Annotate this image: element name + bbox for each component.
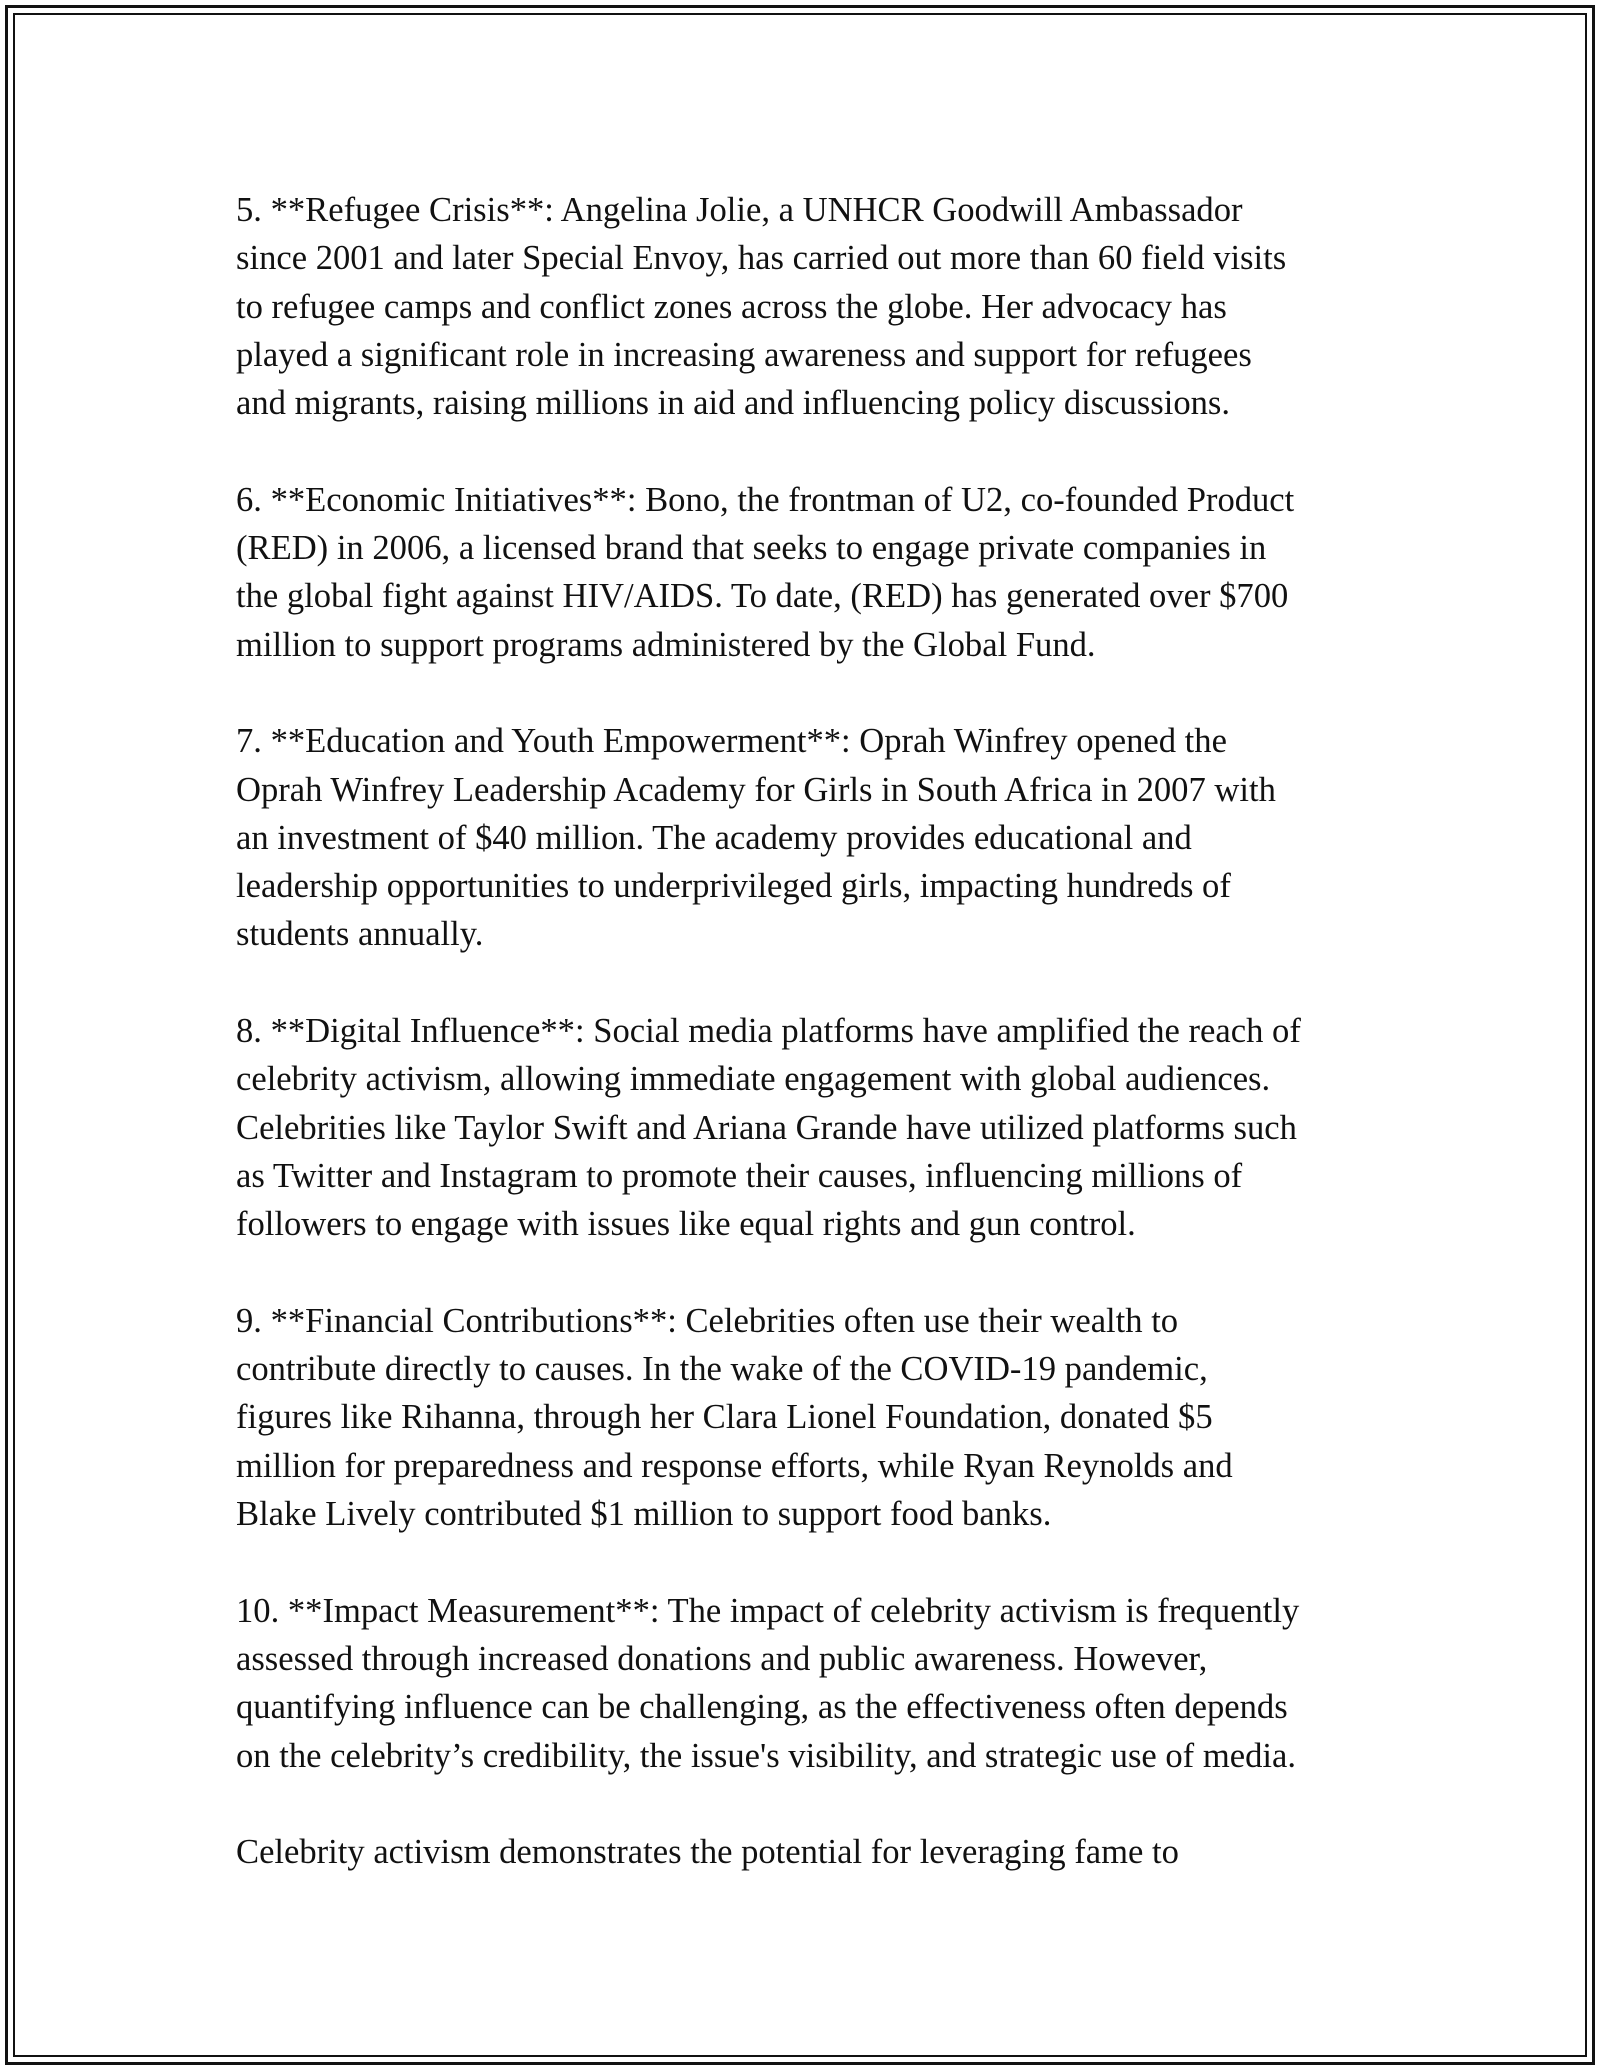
paragraph-economic-initiatives: 6. **Economic Initiatives**: Bono, the frontman of U2, co-founded Product (RED) in 2006, a licensed brand that seeks to engage private companies in the global fight against HIV/AIDS. To date, (RED) has generated over $700 million to support programs administered by the Global Fund. xyxy=(236,480,1295,664)
document-body xyxy=(236,186,1376,1925)
paragraph-refugee-crisis: 5. **Refugee Crisis**: Angelina Jolie, a UNHCR Goodwill Ambassador since 2001 and later Special Envoy, has carried out more than 60 field visits to refugee camps and conflict zones across the globe. Her advocacy has played a significant role in increasing awareness and support for refugees and migrants, raising millions in aid and influencing policy discussions. xyxy=(236,191,1287,423)
paragraph-impact-measurement: 10. **Impact Measurement**: The impact of celebrity activism is frequently assessed through increased donations and public awareness. However, quantifying influence can be challenging, as the effectiveness often depends on the celebrity’s credibility, the issue's visibility, and strategic use of media. xyxy=(236,1591,1300,1775)
paragraph-conclusion: Celebrity activism demonstrates the potential for leveraging fame to xyxy=(236,1833,1179,1872)
paragraph-digital-influence: 8. **Digital Influence**: Social media platforms have amplified the reach of celebrity activism, allowing immediate engagement with global audiences. Celebrities like Taylor Swift and Ariana Grande have utilized platforms such as Twitter and Instagram to promote their causes, influencing millions of followers to engage with issues like equal rights and gun control. xyxy=(236,1012,1301,1244)
paragraph-financial-contributions: 9. **Financial Contributions**: Celebrities often use their wealth to contribute directly to causes. In the wake of the COVID-19 pandemic, figures like Rihanna, through her Clara Lionel Foundation, donated $5 million for preparedness and response efforts, while Ryan Reynolds and Blake Lively contributed $1 million to support food banks. xyxy=(236,1301,1233,1534)
paragraph-education-youth: 7. **Education and Youth Empowerment**: Oprah Winfrey opened the Oprah Winfrey Leadership Academy for Girls in South Africa in 2007 with an investment of $40 million. The academy provides educational and leadership opportunities to underprivileged girls, impacting hundreds of students annually. xyxy=(236,722,1276,954)
